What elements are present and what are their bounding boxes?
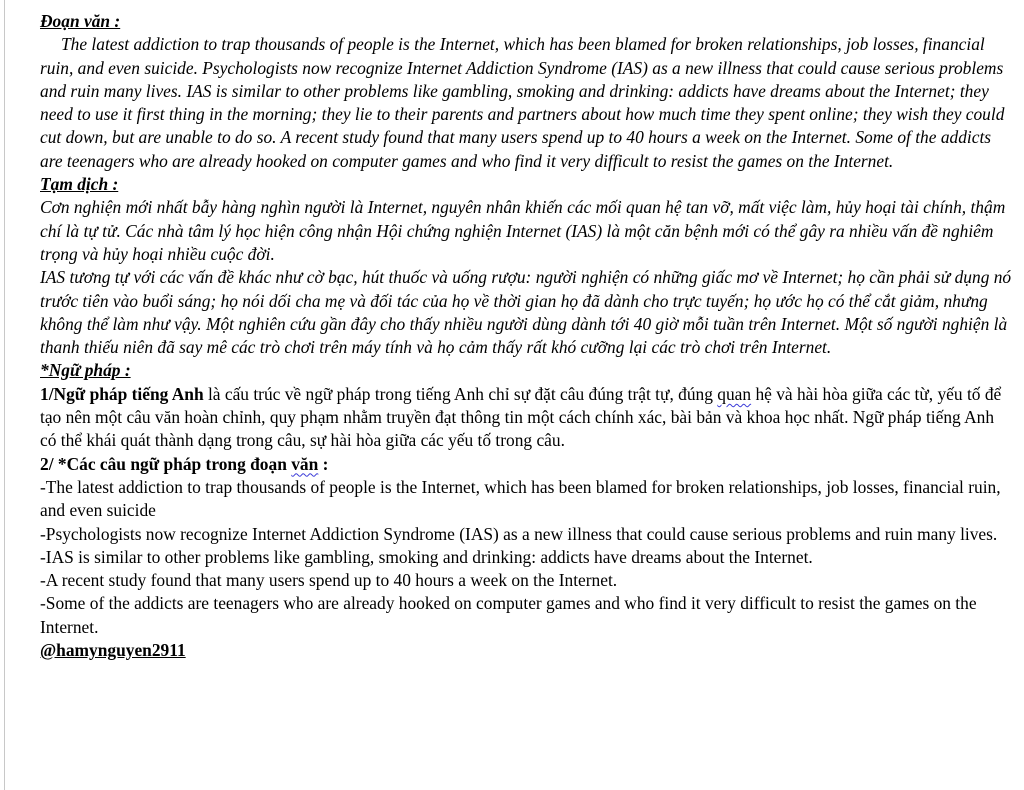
- grammar-sentence-2: -Psychologists now recognize Internet Addiction Syndrome (IAS) as a new illness that could cause serious problems and ruin many lives.: [40, 523, 998, 544]
- document-page[interactable]: [40, 10, 1012, 662]
- grammar-heading: *Ngữ pháp :: [40, 360, 131, 381]
- spellcheck-flagged-word-2: văn: [291, 453, 319, 474]
- spellcheck-flagged-word: quan: [717, 383, 752, 404]
- grammar-sentences-heading-prefix: 2/ *Các câu ngữ pháp trong đoạn: [40, 453, 292, 474]
- translation-heading: Tạm dịch :: [40, 174, 119, 195]
- grammar-sentence-5: -Some of the addicts are teenagers who are already hooked on computer games and who find it very difficult to resist the games on the Internet.: [40, 593, 977, 637]
- grammar-sentences-heading: [40, 453, 1012, 476]
- grammar-definition: [40, 383, 1012, 453]
- translation-paragraph-2: IAS tương tự với các vấn đề khác như cờ bạc, hút thuốc và uống rượu: người nghiện có những giấc mơ về Internet; họ cần phải sử dụng nó trước tiên vào buổi sáng; họ nói dối cha mẹ và đối tác của họ về thời gian họ đã dành cho trực tuyến; họ ước họ có thể cắt giảm, nhưng không thể làm như vậy. Một nghiên cứu gần đây cho thấy nhiều người dùng dành tới 40 giờ mỗi tuần trên Internet. Một số người nghiện là thanh thiếu niên đã say mê các trò chơi trên máy tính và họ cảm thấy rất khó cưỡng lại các trò chơi trên Internet.: [40, 267, 1012, 358]
- page-left-border: [4, 0, 5, 790]
- author-signature: @hamynguyen2911: [40, 640, 186, 661]
- grammar-definition-text-before: là cấu trúc về ngữ pháp trong tiếng Anh chỉ sự đặt câu đúng trật tự, đúng: [203, 383, 718, 404]
- grammar-sentences-heading-suffix: :: [318, 453, 329, 474]
- grammar-sentence-3: -IAS is similar to other problems like gambling, smoking and drinking: addicts have dreams about the Internet.: [40, 546, 813, 567]
- grammar-sentence-4: -A recent study found that many users spend up to 40 hours a week on the Internet.: [40, 570, 618, 591]
- passage-heading: Đoạn văn :: [40, 11, 121, 31]
- grammar-sentence-1: -The latest addiction to trap thousands of people is the Internet, which has been blamed for broken relationships, job losses, financial ruin, and even suicide: [40, 476, 1001, 521]
- grammar-definition-text-after: hệ và hài hòa giữa các từ, yếu tố để tạo nên một câu văn hoàn chỉnh, quy phạm nhằm truyền đạt thông tin một cách chính xác, bài bản và khoa học nhất. Ngữ pháp tiếng Anh có thể khái quát thành dạng trong câu, sự hài hòa giữa các yếu tố trong câu.: [40, 383, 1002, 451]
- translation-paragraph-1: Cơn nghiện mới nhất bẫy hàng nghìn người là Internet, nguyên nhân khiến các mối quan hệ tan vỡ, mất việc làm, hủy hoại tài chính, thậm chí là tự tử. Các nhà tâm lý học hiện công nhận Hội chứng nghiện Internet (IAS) là một căn bệnh mới có thể gây ra nhiều vấn đề nghiêm trọng và hủy hoại nhiều cuộc đời.: [40, 197, 1006, 264]
- passage-text: The latest addiction to trap thousands of people is the Internet, which has been blamed for broken relationships, job losses, financial ruin, and even suicide. Psychologists now recognize Internet Addiction Syndrome (IAS) as a new illness that could cause serious problems and ruin many lives. IAS is similar to other problems like gambling, smoking and drinking: addicts have dreams about the Internet; they need to use it first thing in the morning; they lie to their parents and partners about how much time they spent online; they wish they could cut down, but are unable to do so. A recent study found that many users spend up to 40 hours a week on the Internet. Some of the addicts are teenagers who are already hooked on computer games and who find it very difficult to resist the games on the Internet.: [40, 34, 1005, 171]
- grammar-term: 1/Ngữ pháp tiếng Anh: [40, 383, 204, 404]
